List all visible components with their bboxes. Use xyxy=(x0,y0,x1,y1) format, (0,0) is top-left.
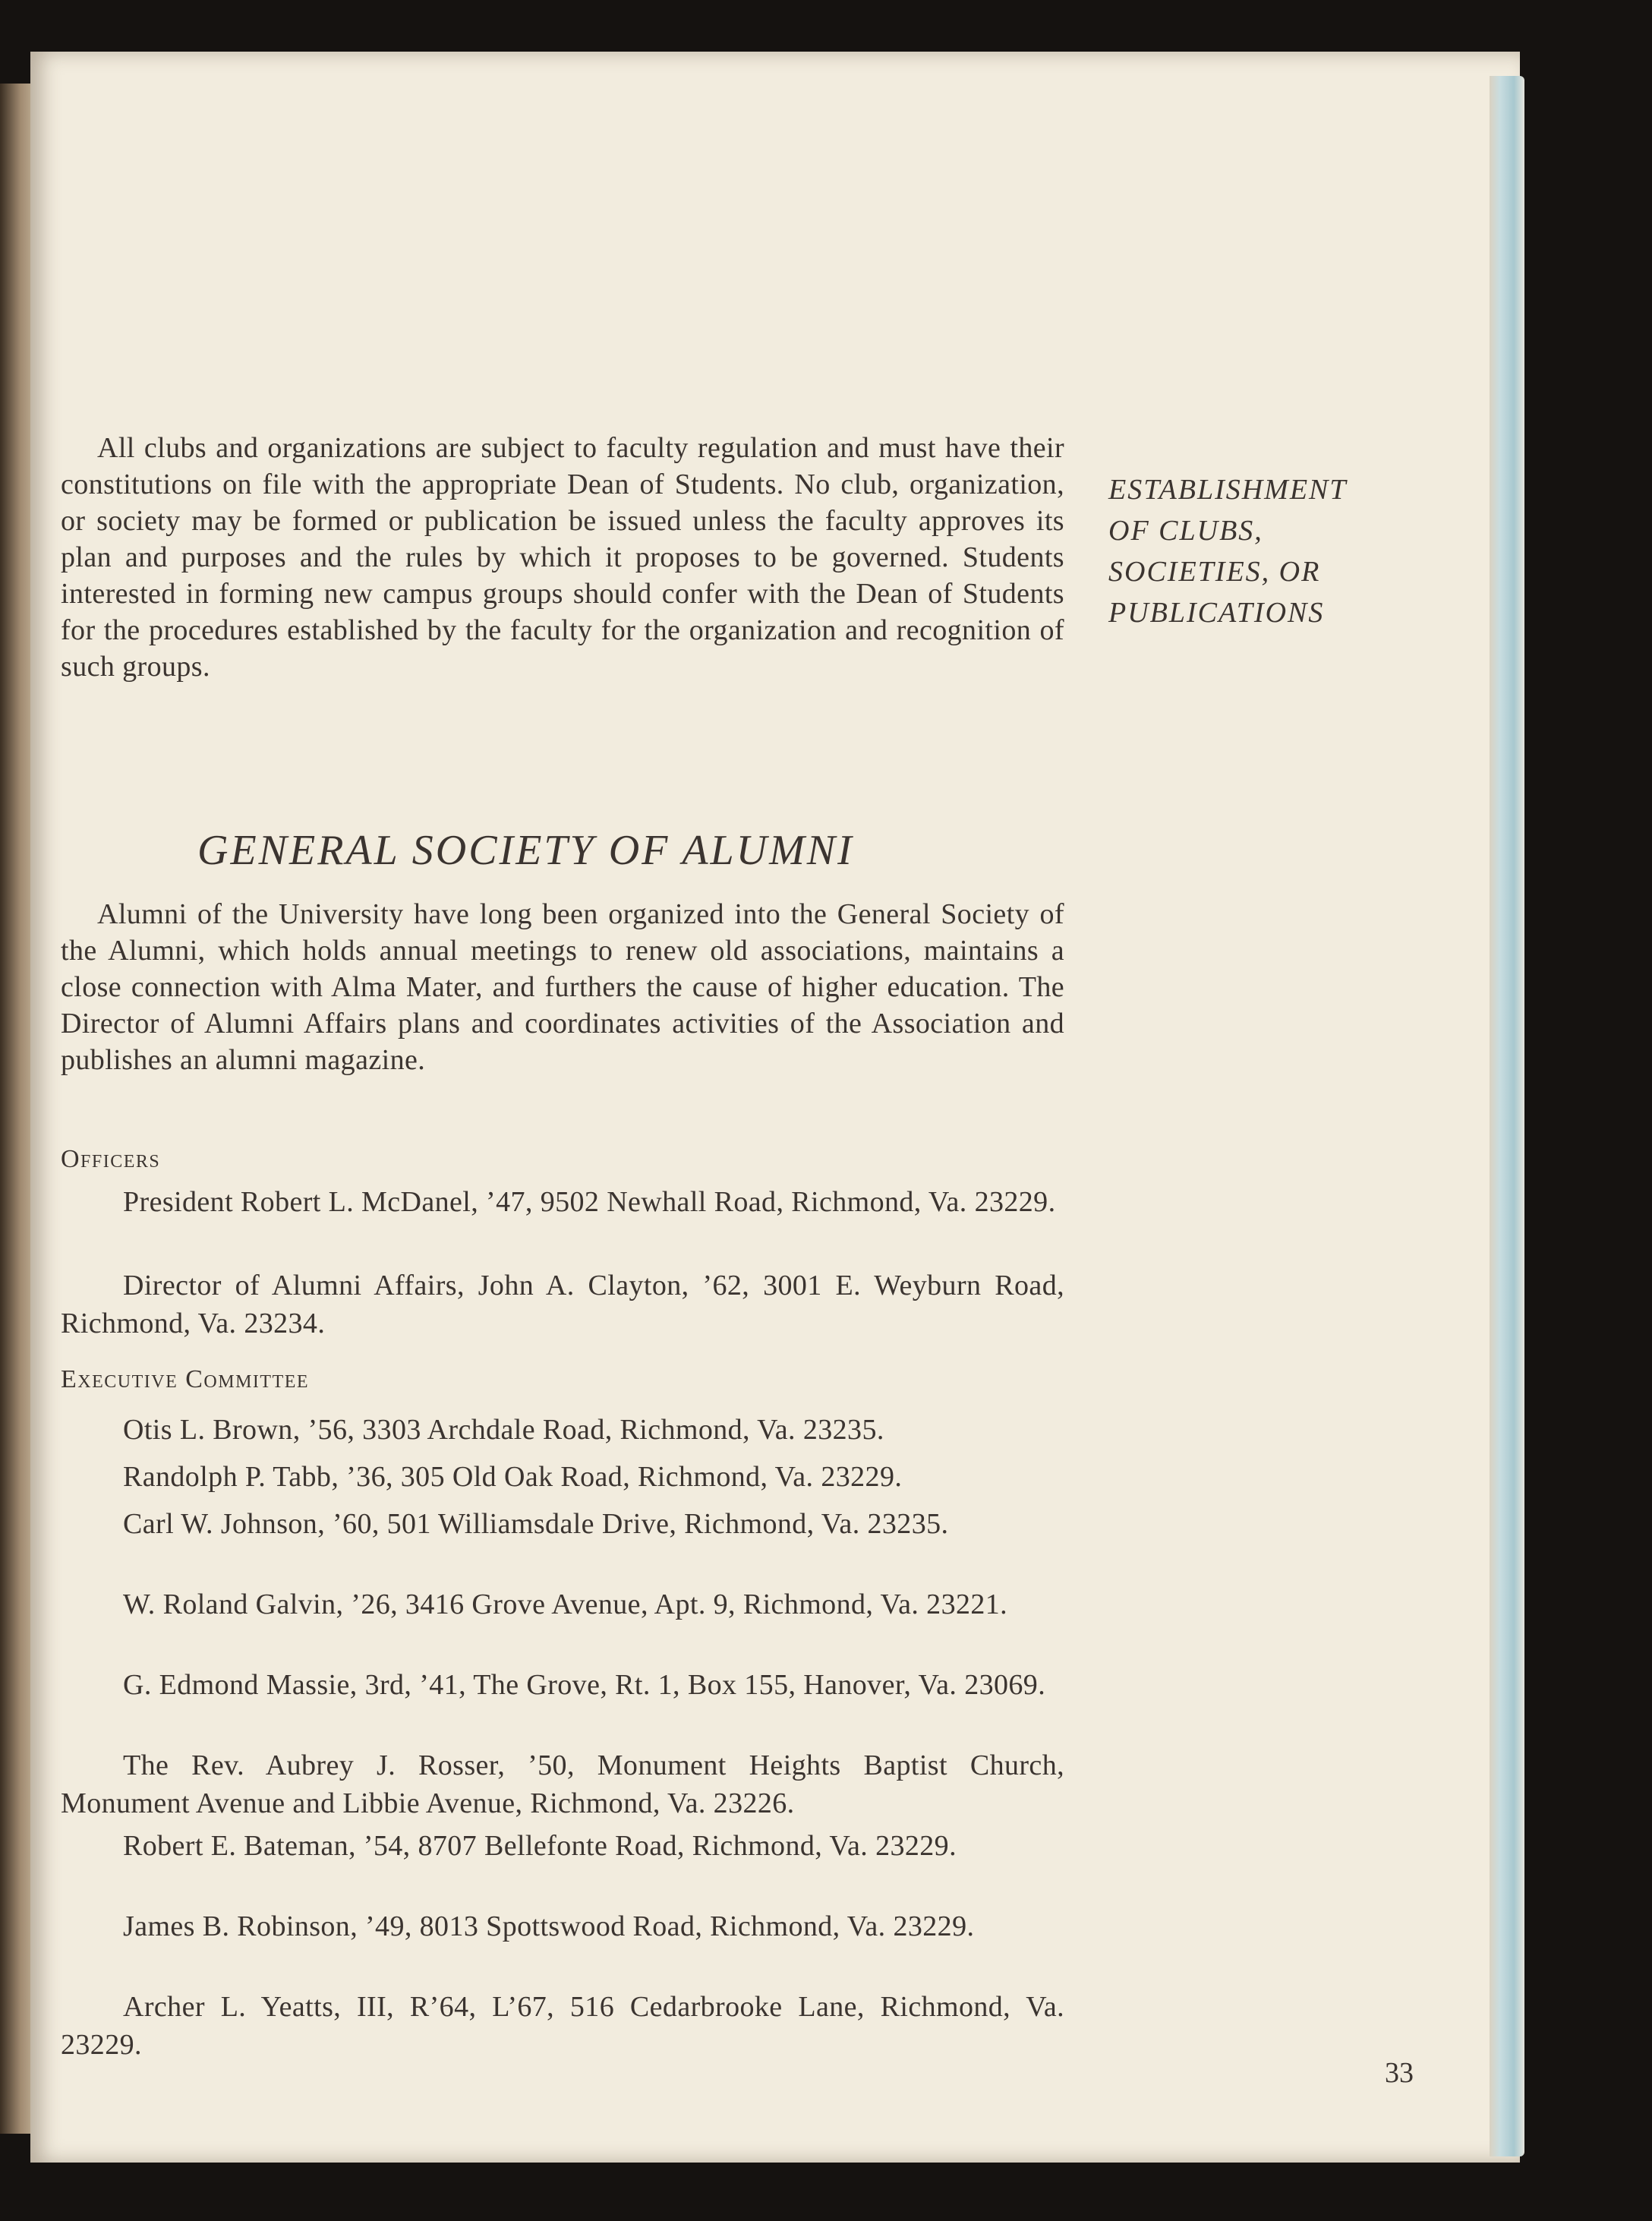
margin-heading-line: PUBLICATIONS xyxy=(1108,597,1325,629)
committee-entry: James B. Robinson, ’49, 8013 Spottswood Road, Richmond, Va. 23229. xyxy=(123,1910,975,1942)
margin-heading xyxy=(1108,469,1427,633)
committee-entry: W. Roland Galvin, ’26, 3416 Grove Avenue, Apt. 9, Richmond, Va. 23221. xyxy=(123,1588,1008,1620)
page-number: 33 xyxy=(1385,2057,1414,2089)
committee-entry: Carl W. Johnson, ’60, 501 Williamsdale Drive, Richmond, Va. 23235. xyxy=(123,1508,949,1540)
committee-entry: The Rev. Aubrey J. Rosser, ’50, Monument Heights Baptist Church, Monument Avenue and Libbie Avenue, Richmond, Va. 23226. xyxy=(61,1749,1064,1819)
alumni-heading: GENERAL SOCIETY OF ALUMNI xyxy=(197,827,854,874)
officer-entry: President Robert L. McDanel, ’47, 9502 Newhall Road, Richmond, Va. 23229. xyxy=(123,1186,1056,1218)
margin-heading-line: SOCIETIES, OR xyxy=(1108,556,1321,588)
alumni-paragraph: Alumni of the University have long been organized into the General Society of the Alumni, which holds annual meetings to renew old associations, maintains a close connection with Alma Mater, and furthers the cause of higher education. The Director of Alumni Affairs plans and coordinates activities of the Association and publishes an alumni magazine. xyxy=(61,898,1064,1076)
margin-heading-line: OF CLUBS, xyxy=(1108,515,1263,547)
officer-entry: Director of Alumni Affairs, John A. Clayton, ’62, 3001 E. Weyburn Road, Richmond, Va. 23234. xyxy=(61,1270,1064,1339)
margin-heading-line: ESTABLISHMENT xyxy=(1108,474,1348,506)
committee-entry: Otis L. Brown, ’56, 3303 Archdale Road, Richmond, Va. 23235. xyxy=(123,1414,884,1446)
committee-entry: G. Edmond Massie, 3rd, ’41, The Grove, Rt. 1, Box 155, Hanover, Va. 23069. xyxy=(123,1669,1046,1701)
book-page xyxy=(30,52,1520,2163)
intro-paragraph: All clubs and organizations are subject to faculty regulation and must have their constitutions on file with the appropriate Dean of Students. No club, organization, or society may be formed or publication be issued unless the faculty approves its plan and purposes and the rules by which it proposes to be governed. Students interested in forming new campus groups should confer with the Dean of Students for the procedures established by the faculty for the organization and recognition of such groups. xyxy=(61,432,1064,683)
committee-entry: Robert E. Bateman, ’54, 8707 Bellefonte Road, Richmond, Va. 23229. xyxy=(123,1830,957,1862)
officers-heading: Officers xyxy=(61,1145,161,1173)
page-edge xyxy=(1490,76,1524,2156)
committee-entry: Archer L. Yeatts, III, R’64, L’67, 516 Cedarbrooke Lane, Richmond, Va. 23229. xyxy=(61,1991,1064,2061)
committee-entry: Randolph P. Tabb, ’36, 305 Old Oak Road, Richmond, Va. 23229. xyxy=(123,1461,903,1493)
executive-committee-heading: Executive Committee xyxy=(61,1365,310,1393)
